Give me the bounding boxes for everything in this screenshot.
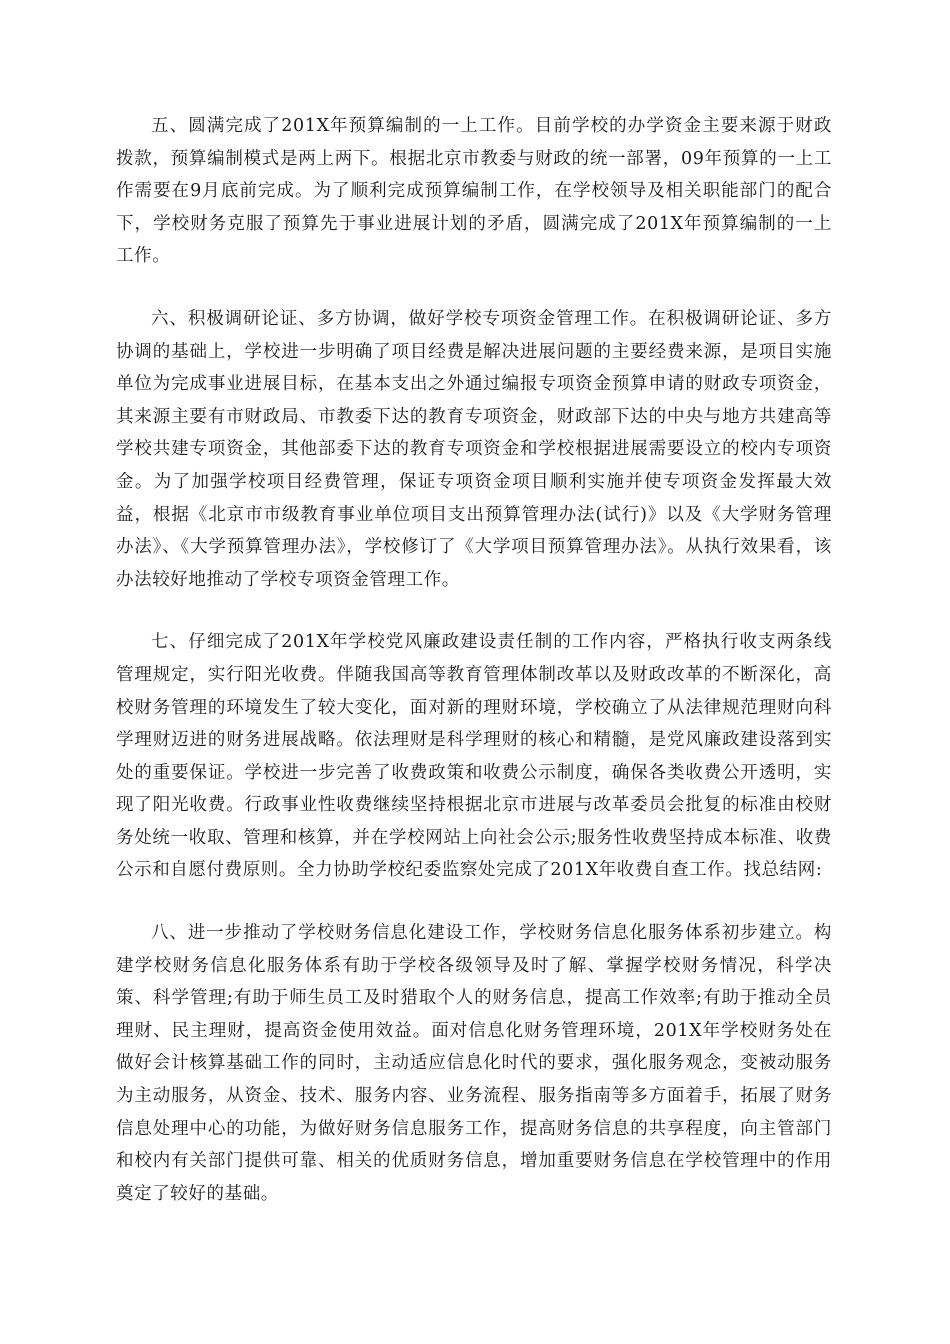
paragraph-5: 五、圆满完成了201X年预算编制的一上工作。目前学校的办学资金主要来源于财政拨款，预算编制模式是两上两下。根据北京市教委与财政的统一部署，09年预算的一上工作需要在9月底前完成。为了顺利完成预算编制工作，在学校领导及相关职能部门的配合下，学校财务克服了预算先于事业进展计划的矛盾，圆满完成了201X年预算编制的一上工作。 (116, 116, 832, 267)
paragraph-7: 七、仔细完成了201X年学校党风廉政建设责任制的工作内容，严格执行收支两条线管理规定，实行阳光收费。伴随我国高等教育管理体制改革以及财政改革的不断深化，高校财务管理的环境发生了较大变化，面对新的理财环境，学校确立了从法律规范理财向科学理财迈进的财务进展战略。依法理财是科学理财的核心和精髓，是党风廉政建设落到实处的重要保证。学校进一步完善了收费政策和收费公示制度，确保各类收费公开透明，实现了阳光收费。行政事业性收费继续坚持根据北京市进展与改革委员会批复的标准由校财务处统一收取、管理和核算，并在学校网站上向社会公示;服务性收费坚持成本标准、收费公示和自愿付费原则。全力协助学校纪委监察处完成了201X年收费自查工作。找总结网: (116, 632, 832, 881)
document-body (116, 110, 832, 1240)
paragraph-8: 八、进一步推动了学校财务信息化建设工作，学校财务信息化服务体系初步建立。构建学校财务信息化服务体系有助于学校各级领导及时了解、掌握学校财务情况，科学决策、科学管理;有助于师生员工及时猎取个人的财务信息，提高工作效率;有助于推动全员理财、民主理财，提高资金使用效益。面对信息化财务管理环境，201X年学校财务处在做好会计核算基础工作的同时，主动适应信息化时代的要求，强化服务观念，变被动服务为主动服务，从资金、技术、服务内容、业务流程、服务指南等多方面着手，拓展了财务信息处理中心的功能，为做好财务信息服务工作，提高财务信息的共享程度，向主管部门和校内有关部门提供可靠、相关的优质财务信息，增加重要财务信息在学校管理中的作用奠定了较好的基础。 (116, 923, 832, 1204)
paragraph-6: 六、积极调研论证、多方协调，做好学校专项资金管理工作。在积极调研论证、多方协调的基础上，学校进一步明确了项目经费是解决进展问题的主要经费来源，是项目实施单位为完成事业进展目标，在基本支出之外通过编报专项资金预算申请的财政专项资金，其来源主要有市财政局、市教委下达的教育专项资金，财政部下达的中央与地方共建高等学校共建专项资金，其他部委下达的教育专项资金和学校根据进展需要设立的校内专项资金。为了加强学校项目经费管理，保证专项资金项目顺利实施并使专项资金发挥最大效益，根据《北京市市级教育事业单位项目支出预算管理办法(试行)》以及《大学财务管理办法》、《大学预算管理办法》，学校修订了《大学项目预算管理办法》。从执行效果看，该办法较好地推动了学校专项资金管理工作。 (116, 308, 832, 590)
